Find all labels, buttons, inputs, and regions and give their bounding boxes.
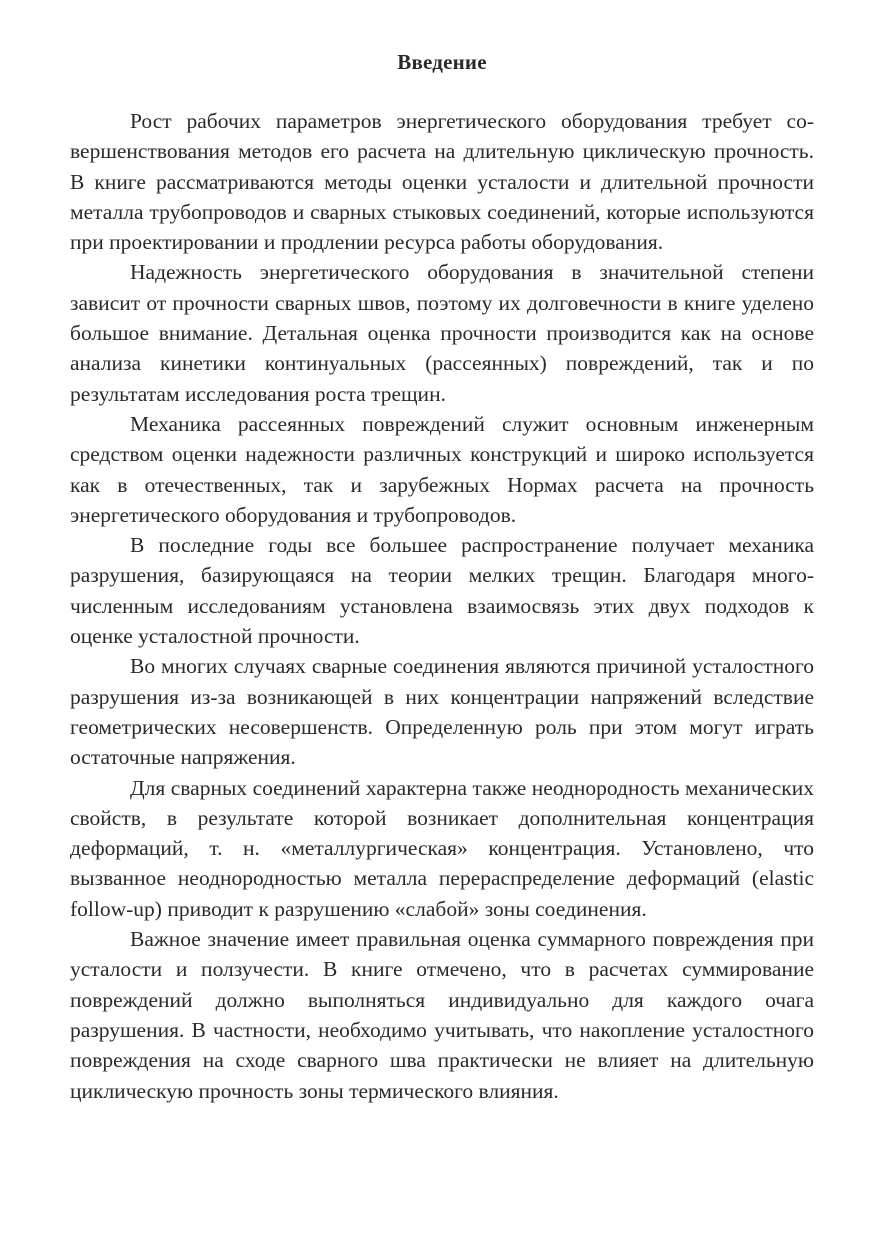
paragraph-1: Рост рабочих параметров энергетического оборудования требует совершенствования методов его расчета на длительную циклическую прочность. В книге рассматриваются методы оценки усталости и длительной прочности металла трубопроводов и сварных стыковых соединений, которые используются при проектировании и продлении ресурса работы оборудования. (70, 109, 814, 255)
paragraph-4: В последние годы все большее распространение получает механика разрушения, базирующаяся на теории мелких трещин. Благодаря многочисленным исследованиям установлена взаимосвязь этих двух подходов к оценке усталостной прочности. (70, 533, 814, 649)
document-body (70, 106, 814, 1106)
paragraph-2: Надежность энергетического оборудования в значительной степени зависит от прочности сварных швов, поэтому их долговечности в книге уделено большое внимание. Детальная оценка прочности производится как на основе анализа кинетики континуальных (рассеянных) повреждений, так и по результатам исследования роста трещин. (70, 260, 814, 406)
paragraph-7: Важное значение имеет правильная оценка суммарного повреждения при усталости и ползучести. В книге отмечено, что в расчетах суммирование повреждений должно выполняться индивидуально для каждого очага разрушения. В частности, необходимо учитывать, что накопление усталостного повреждения на сходе сварного шва практически не влияет на длительную циклическую прочность зоны термического влияния. (70, 927, 814, 1103)
paragraph-6: Для сварных соединений характерна также неоднородность механических свойств, в результате которой возникает дополнительная концентрация деформаций, т. н. «металлургическая» концентрация. Установлено, что вызванное неоднородностью металла перераспределение деформаций (elastic follow-up) приводит к разрушению «слабой» зоны соединения. (70, 775, 814, 921)
paragraph-3: Механика рассеянных повреждений служит основным инженерным средством оценки надежности различных конструкций и широко используется как в отечественных, так и зарубежных Нормах расчета на прочность энергетического оборудования и трубопроводов. (70, 411, 814, 527)
document-page (70, 0, 814, 1106)
paragraph-5: Во многих случаях сварные соединения являются причиной усталостного разрушения из-за возникающей в них концентрации напряжений вследствие геометрических несовершенств. Определенную роль при этом могут играть остаточные напряжения. (70, 654, 814, 770)
page-title: Введение (397, 50, 487, 74)
